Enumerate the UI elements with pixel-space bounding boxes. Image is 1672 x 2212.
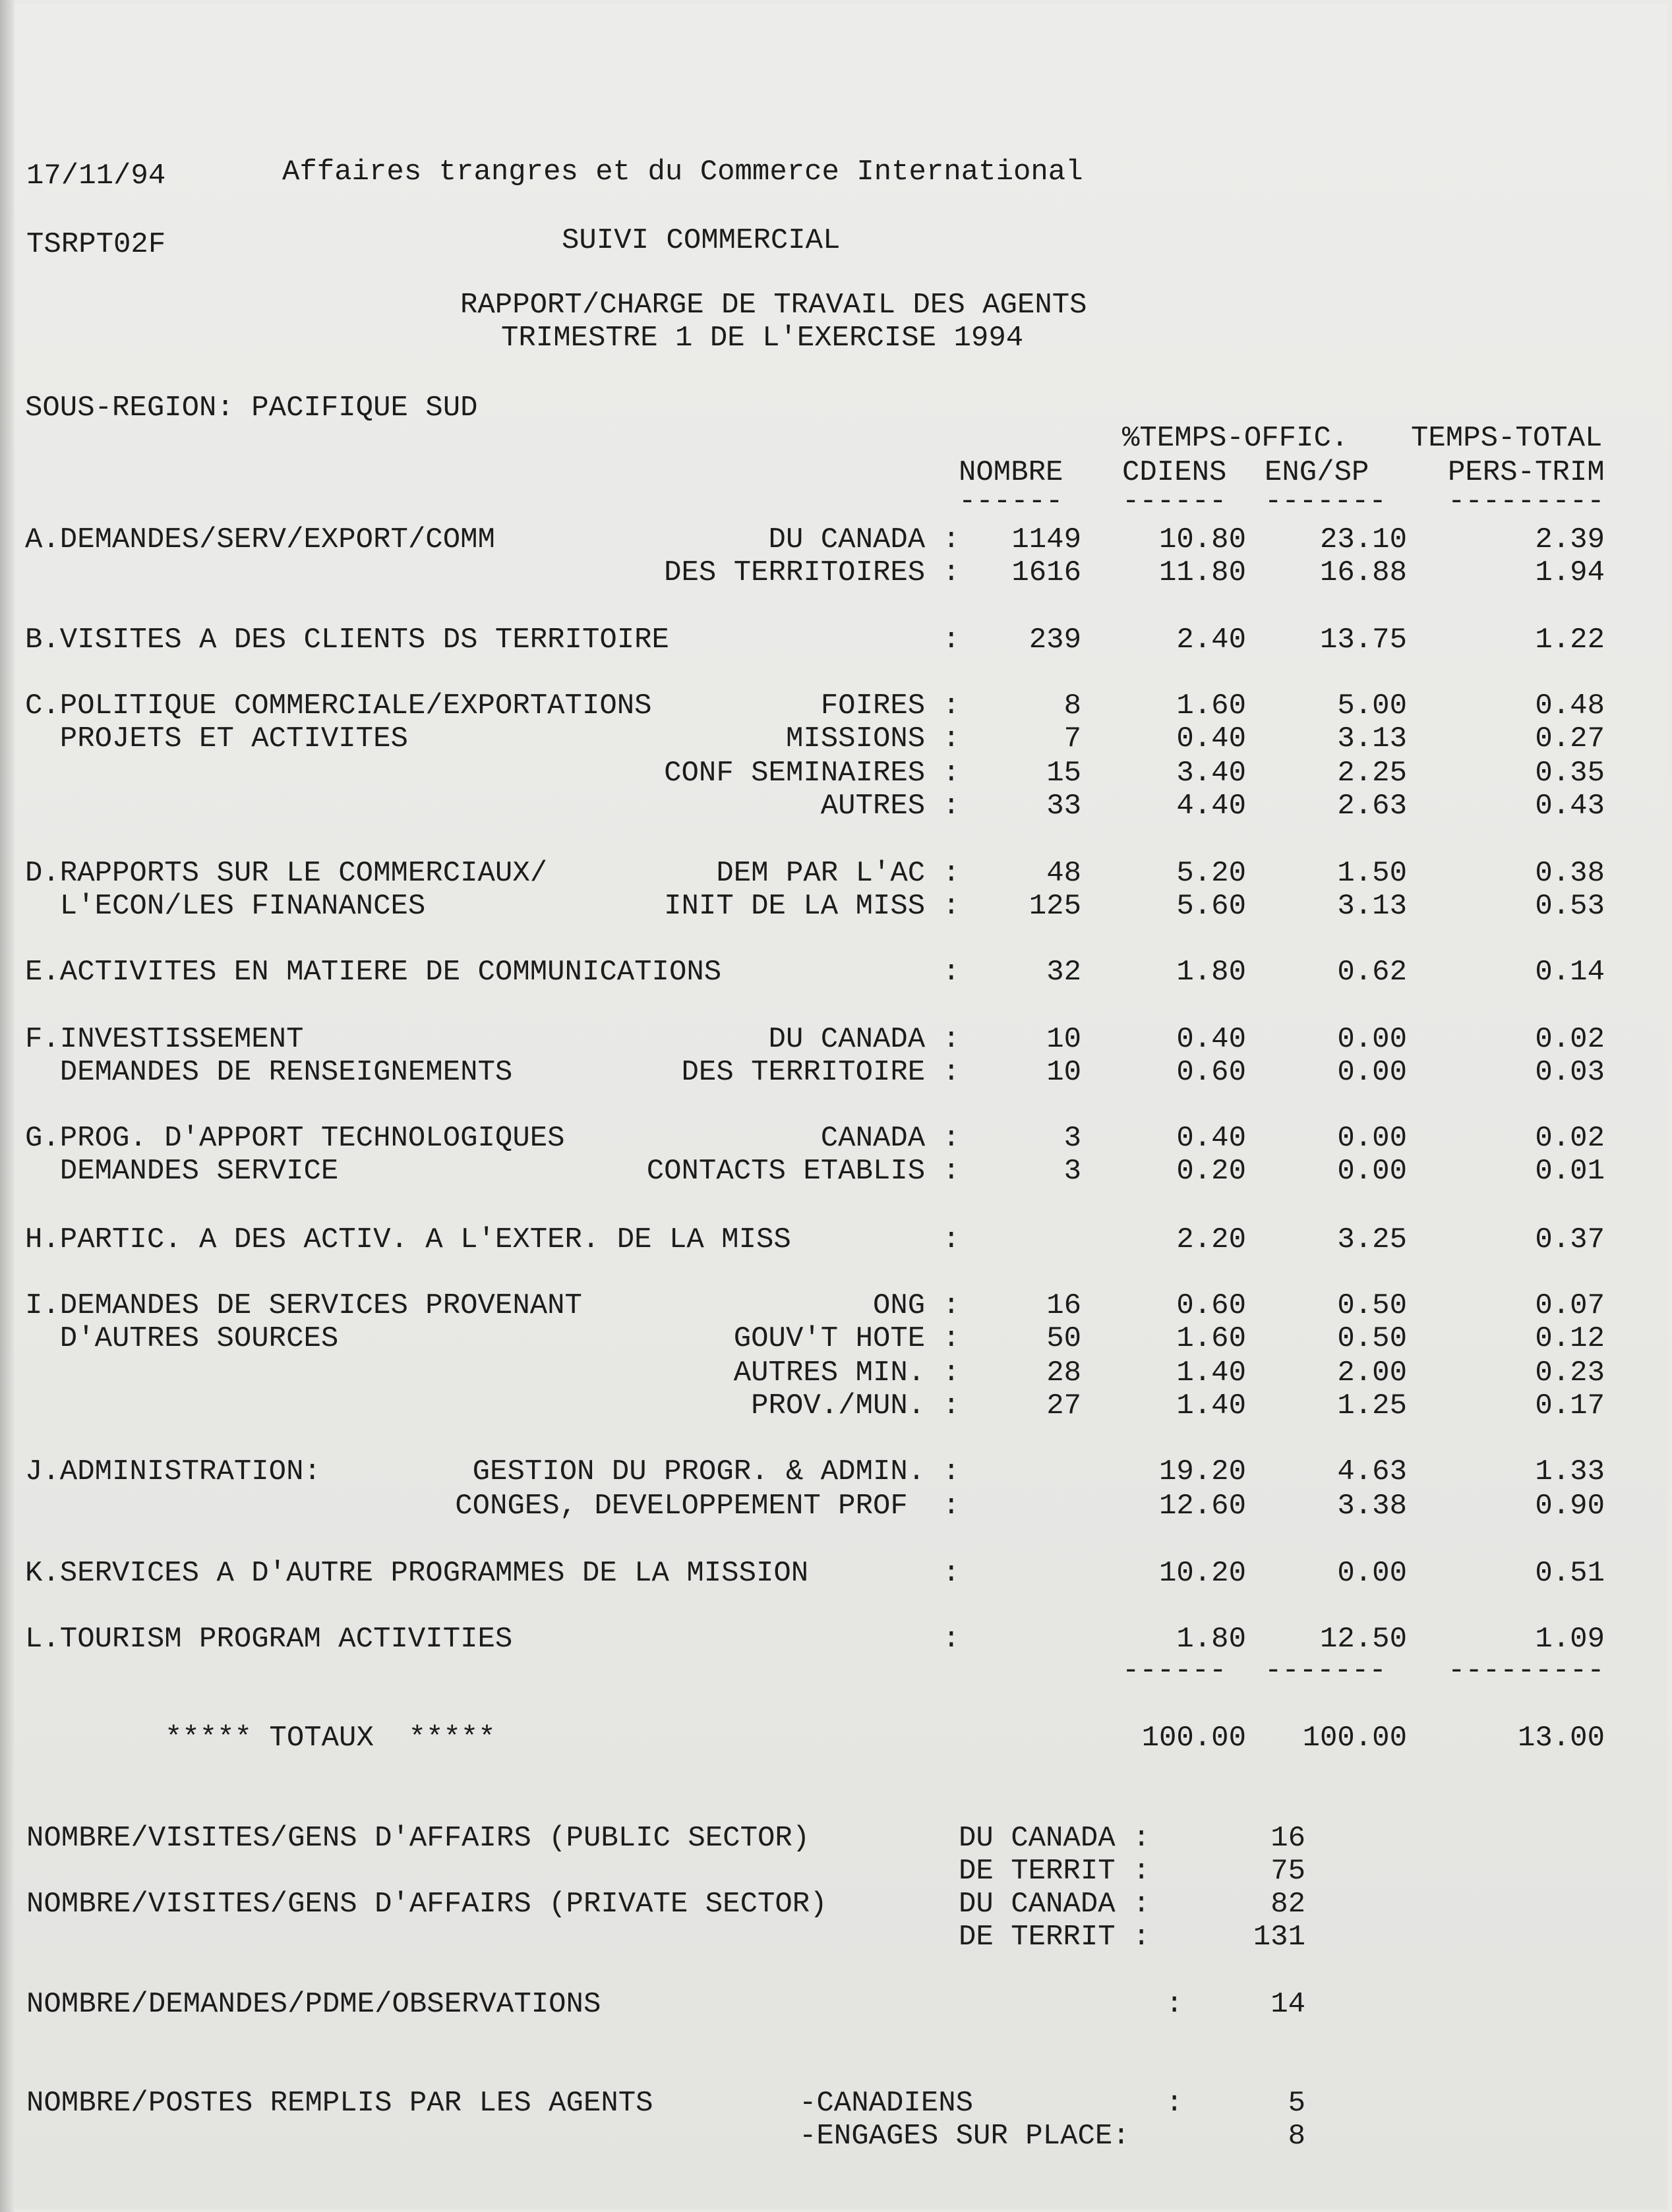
row-nombre: 7 xyxy=(1063,722,1081,755)
row-sublabel: INIT DE LA MISS : xyxy=(664,890,960,923)
row-cdiens: 2.20 xyxy=(1176,1223,1246,1256)
row-cdiens: 1.40 xyxy=(1176,1389,1246,1422)
row-sublabel: GESTION DU PROGR. & ADMIN. : xyxy=(472,1455,960,1488)
row-nombre: 15 xyxy=(1046,757,1081,790)
visits-label: NOMBRE/VISITES/GENS D'AFFAIRS (PRIVATE SECTOR) xyxy=(26,1888,827,1921)
row-eng-sp: 0.00 xyxy=(1337,1122,1407,1155)
row-label: G.PROG. D'APPORT TECHNOLOGIQUES xyxy=(25,1122,565,1155)
row-sublabel: : xyxy=(942,624,960,656)
row-nombre: 10 xyxy=(1046,1056,1081,1089)
row-pers-trim: 1.22 xyxy=(1535,624,1605,656)
row-sublabel: : xyxy=(942,1223,960,1256)
ministry-name: Affaires trangres et du Commerce International xyxy=(282,156,1083,189)
row-cdiens: 1.60 xyxy=(1176,689,1246,722)
row-cdiens: 11.80 xyxy=(1158,556,1246,589)
row-eng-sp: 12.50 xyxy=(1319,1623,1407,1656)
row-nombre: 28 xyxy=(1046,1356,1081,1389)
row-sublabel: : xyxy=(942,956,960,989)
row-label: E.ACTIVITES EN MATIERE DE COMMUNICATIONS xyxy=(25,956,722,989)
row-cdiens: 2.40 xyxy=(1176,624,1246,656)
row-label: D.RAPPORTS SUR LE COMMERCIAUX/ xyxy=(25,857,548,890)
row-nombre: 1616 xyxy=(1011,556,1081,589)
row-nombre: 125 xyxy=(1029,890,1081,923)
row-eng-sp: 2.00 xyxy=(1337,1356,1407,1389)
row-label: DEMANDES SERVICE xyxy=(25,1155,339,1188)
row-sublabel: CONF SEMINAIRES : xyxy=(664,757,960,790)
col-header-pct-temps: %TEMPS-OFFIC. xyxy=(1122,422,1349,455)
row-cdiens: 0.60 xyxy=(1176,1289,1246,1322)
row-pers-trim: 0.38 xyxy=(1535,857,1605,890)
row-sublabel: CANADA : xyxy=(820,1122,960,1155)
row-nombre: 3 xyxy=(1063,1122,1081,1155)
demandes-value: 14 xyxy=(1270,1988,1305,2021)
row-cdiens: 12.60 xyxy=(1158,1490,1246,1523)
row-pers-trim: 0.35 xyxy=(1535,757,1605,790)
demandes-colon: : xyxy=(1166,1988,1183,2021)
postes-sublabel: -ENGAGES SUR PLACE: xyxy=(799,2120,1130,2153)
postes-value: 5 xyxy=(1288,2087,1305,2120)
row-cdiens: 0.40 xyxy=(1176,1023,1246,1056)
row-pers-trim: 0.43 xyxy=(1535,790,1605,823)
row-cdiens: 5.60 xyxy=(1176,890,1246,923)
row-nombre: 27 xyxy=(1046,1389,1081,1422)
totals-separator-pers-trim: --------- xyxy=(1448,1654,1605,1687)
row-cdiens: 0.40 xyxy=(1176,1122,1246,1155)
row-pers-trim: 2.39 xyxy=(1535,523,1605,556)
row-cdiens: 3.40 xyxy=(1176,757,1246,790)
row-eng-sp: 1.50 xyxy=(1337,857,1407,890)
visits-value: 131 xyxy=(1253,1921,1305,1954)
col-header-cdiens: CDIENS xyxy=(1122,456,1227,489)
row-cdiens: 10.20 xyxy=(1158,1557,1246,1590)
row-nombre: 10 xyxy=(1046,1023,1081,1056)
row-sublabel: ONG : xyxy=(872,1289,960,1322)
postes-label: NOMBRE/POSTES REMPLIS PAR LES AGENTS xyxy=(26,2087,653,2120)
totals-label: ***** TOTAUX ***** xyxy=(165,1722,496,1755)
totals-pers-trim: 13.00 xyxy=(1517,1722,1605,1755)
row-label: L.TOURISM PROGRAM ACTIVITIES xyxy=(25,1623,513,1656)
col-underline-pers-trim: --------- xyxy=(1448,485,1605,518)
row-pers-trim: 1.33 xyxy=(1535,1455,1605,1488)
row-label: A.DEMANDES/SERV/EXPORT/COMM xyxy=(25,523,495,556)
visits-value: 75 xyxy=(1270,1855,1305,1888)
row-pers-trim: 0.12 xyxy=(1535,1322,1605,1355)
row-eng-sp: 2.63 xyxy=(1337,790,1407,823)
row-eng-sp: 0.00 xyxy=(1337,1056,1407,1089)
row-sublabel: DU CANADA : xyxy=(768,1023,960,1056)
col-header-nombre: NOMBRE xyxy=(959,456,1063,489)
report-date: 17/11/94 xyxy=(26,160,166,192)
visits-sublabel: DE TERRIT : xyxy=(959,1855,1150,1888)
row-nombre: 8 xyxy=(1063,689,1081,722)
row-nombre: 16 xyxy=(1046,1289,1081,1322)
row-sublabel: DEM PAR L'AC : xyxy=(716,857,960,890)
row-label: DEMANDES DE RENSEIGNEMENTS xyxy=(25,1056,513,1089)
row-label: D'AUTRES SOURCES xyxy=(25,1322,339,1355)
row-label: B.VISITES A DES CLIENTS DS TERRITOIRE xyxy=(25,624,669,656)
postes-value: 8 xyxy=(1288,2120,1305,2153)
col-underline-nombre: ------ xyxy=(959,485,1063,518)
row-cdiens: 0.40 xyxy=(1176,722,1246,755)
row-pers-trim: 0.51 xyxy=(1535,1557,1605,1590)
row-pers-trim: 0.90 xyxy=(1535,1490,1605,1523)
report-title-2: TRIMESTRE 1 DE L'EXERCISE 1994 xyxy=(501,322,1024,355)
row-eng-sp: 3.25 xyxy=(1337,1223,1407,1256)
row-sublabel: PROV./MUN. : xyxy=(751,1389,960,1422)
report-title-1: RAPPORT/CHARGE DE TRAVAIL DES AGENTS xyxy=(460,289,1087,322)
row-nombre: 48 xyxy=(1046,857,1081,890)
row-nombre: 33 xyxy=(1046,790,1081,823)
row-cdiens: 10.80 xyxy=(1158,523,1246,556)
postes-colon: : xyxy=(1166,2087,1183,2120)
row-nombre: 1149 xyxy=(1011,523,1081,556)
col-underline-eng-sp: ------- xyxy=(1265,485,1387,518)
row-eng-sp: 4.63 xyxy=(1337,1455,1407,1488)
row-cdiens: 5.20 xyxy=(1176,857,1246,890)
demandes-label: NOMBRE/DEMANDES/PDME/OBSERVATIONS xyxy=(26,1988,601,2021)
row-eng-sp: 2.25 xyxy=(1337,757,1407,790)
row-label: J.ADMINISTRATION: xyxy=(25,1455,321,1488)
row-label: I.DEMANDES DE SERVICES PROVENANT xyxy=(25,1289,582,1322)
row-sublabel: CONGES, DEVELOPPEMENT PROF : xyxy=(455,1490,960,1523)
system-name: SUIVI COMMERCIAL xyxy=(562,224,841,257)
row-nombre: 32 xyxy=(1046,956,1081,989)
row-cdiens: 0.20 xyxy=(1176,1155,1246,1188)
visits-sublabel: DE TERRIT : xyxy=(959,1921,1150,1954)
visits-value: 16 xyxy=(1270,1822,1305,1855)
row-nombre: 239 xyxy=(1029,624,1081,656)
row-eng-sp: 3.38 xyxy=(1337,1490,1407,1523)
row-pers-trim: 0.37 xyxy=(1535,1223,1605,1256)
row-eng-sp: 5.00 xyxy=(1337,689,1407,722)
subregion-label: SOUS-REGION: PACIFIQUE SUD xyxy=(25,392,478,424)
visits-sublabel: DU CANADA : xyxy=(959,1822,1150,1855)
row-eng-sp: 0.00 xyxy=(1337,1155,1407,1188)
row-sublabel: : xyxy=(942,1623,960,1656)
row-pers-trim: 0.03 xyxy=(1535,1056,1605,1089)
row-label: PROJETS ET ACTIVITES xyxy=(25,722,408,755)
row-eng-sp: 0.00 xyxy=(1337,1023,1407,1056)
row-cdiens: 0.60 xyxy=(1176,1056,1246,1089)
report-code: TSRPT02F xyxy=(26,228,166,261)
postes-sublabel: -CANADIENS xyxy=(799,2087,974,2120)
row-sublabel: DES TERRITOIRE : xyxy=(681,1056,960,1089)
row-eng-sp: 1.25 xyxy=(1337,1389,1407,1422)
totals-separator-eng-sp: ------- xyxy=(1265,1654,1387,1687)
visits-value: 82 xyxy=(1270,1888,1305,1921)
row-pers-trim: 1.09 xyxy=(1535,1623,1605,1656)
row-eng-sp: 13.75 xyxy=(1319,624,1407,656)
row-eng-sp: 3.13 xyxy=(1337,722,1407,755)
row-pers-trim: 0.23 xyxy=(1535,1356,1605,1389)
row-eng-sp: 3.13 xyxy=(1337,890,1407,923)
row-nombre: 3 xyxy=(1063,1155,1081,1188)
row-sublabel: MISSIONS : xyxy=(785,722,960,755)
visits-label: NOMBRE/VISITES/GENS D'AFFAIRS (PUBLIC SECTOR) xyxy=(26,1822,810,1855)
row-label: C.POLITIQUE COMMERCIALE/EXPORTATIONS xyxy=(25,689,652,722)
visits-sublabel: DU CANADA : xyxy=(959,1888,1150,1921)
row-sublabel: DES TERRITOIRES : xyxy=(664,556,960,589)
row-sublabel: : xyxy=(942,1557,960,1590)
row-sublabel: FOIRES : xyxy=(820,689,960,722)
row-label: K.SERVICES A D'AUTRE PROGRAMMES DE LA MISSION xyxy=(25,1557,809,1590)
row-pers-trim: 0.01 xyxy=(1535,1155,1605,1188)
col-header-eng-sp: ENG/SP xyxy=(1265,456,1369,489)
row-pers-trim: 0.02 xyxy=(1535,1122,1605,1155)
row-cdiens: 19.20 xyxy=(1158,1455,1246,1488)
row-label: L'ECON/LES FINANANCES xyxy=(25,890,426,923)
row-eng-sp: 0.00 xyxy=(1337,1557,1407,1590)
row-sublabel: CONTACTS ETABLIS : xyxy=(646,1155,960,1188)
totals-separator-cdiens: ------ xyxy=(1122,1654,1227,1687)
col-header-temps-total: TEMPS-TOTAL xyxy=(1411,422,1603,455)
col-header-pers-trim: PERS-TRIM xyxy=(1448,456,1605,489)
row-eng-sp: 0.50 xyxy=(1337,1289,1407,1322)
row-cdiens: 1.40 xyxy=(1176,1356,1246,1389)
row-pers-trim: 0.07 xyxy=(1535,1289,1605,1322)
col-underline-cdiens: ------ xyxy=(1122,485,1227,518)
row-sublabel: DU CANADA : xyxy=(768,523,960,556)
totals-eng-sp: 100.00 xyxy=(1302,1722,1407,1755)
row-cdiens: 1.80 xyxy=(1176,1623,1246,1656)
row-sublabel: AUTRES MIN. : xyxy=(733,1356,960,1389)
row-eng-sp: 16.88 xyxy=(1319,556,1407,589)
row-label: H.PARTIC. A DES ACTIV. A L'EXTER. DE LA MISS xyxy=(25,1223,791,1256)
row-nombre: 50 xyxy=(1046,1322,1081,1355)
row-label: F.INVESTISSEMENT xyxy=(25,1023,304,1056)
row-sublabel: AUTRES : xyxy=(820,790,960,823)
row-pers-trim: 0.14 xyxy=(1535,956,1605,989)
row-cdiens: 1.60 xyxy=(1176,1322,1246,1355)
row-sublabel: GOUV'T HOTE : xyxy=(733,1322,960,1355)
row-pers-trim: 0.27 xyxy=(1535,722,1605,755)
row-pers-trim: 0.53 xyxy=(1535,890,1605,923)
totals-cdiens: 100.00 xyxy=(1141,1722,1246,1755)
row-pers-trim: 1.94 xyxy=(1535,556,1605,589)
row-cdiens: 4.40 xyxy=(1176,790,1246,823)
row-pers-trim: 0.48 xyxy=(1535,689,1605,722)
row-eng-sp: 23.10 xyxy=(1319,523,1407,556)
row-pers-trim: 0.02 xyxy=(1535,1023,1605,1056)
row-pers-trim: 0.17 xyxy=(1535,1389,1605,1422)
row-cdiens: 1.80 xyxy=(1176,956,1246,989)
row-eng-sp: 0.62 xyxy=(1337,956,1407,989)
row-eng-sp: 0.50 xyxy=(1337,1322,1407,1355)
